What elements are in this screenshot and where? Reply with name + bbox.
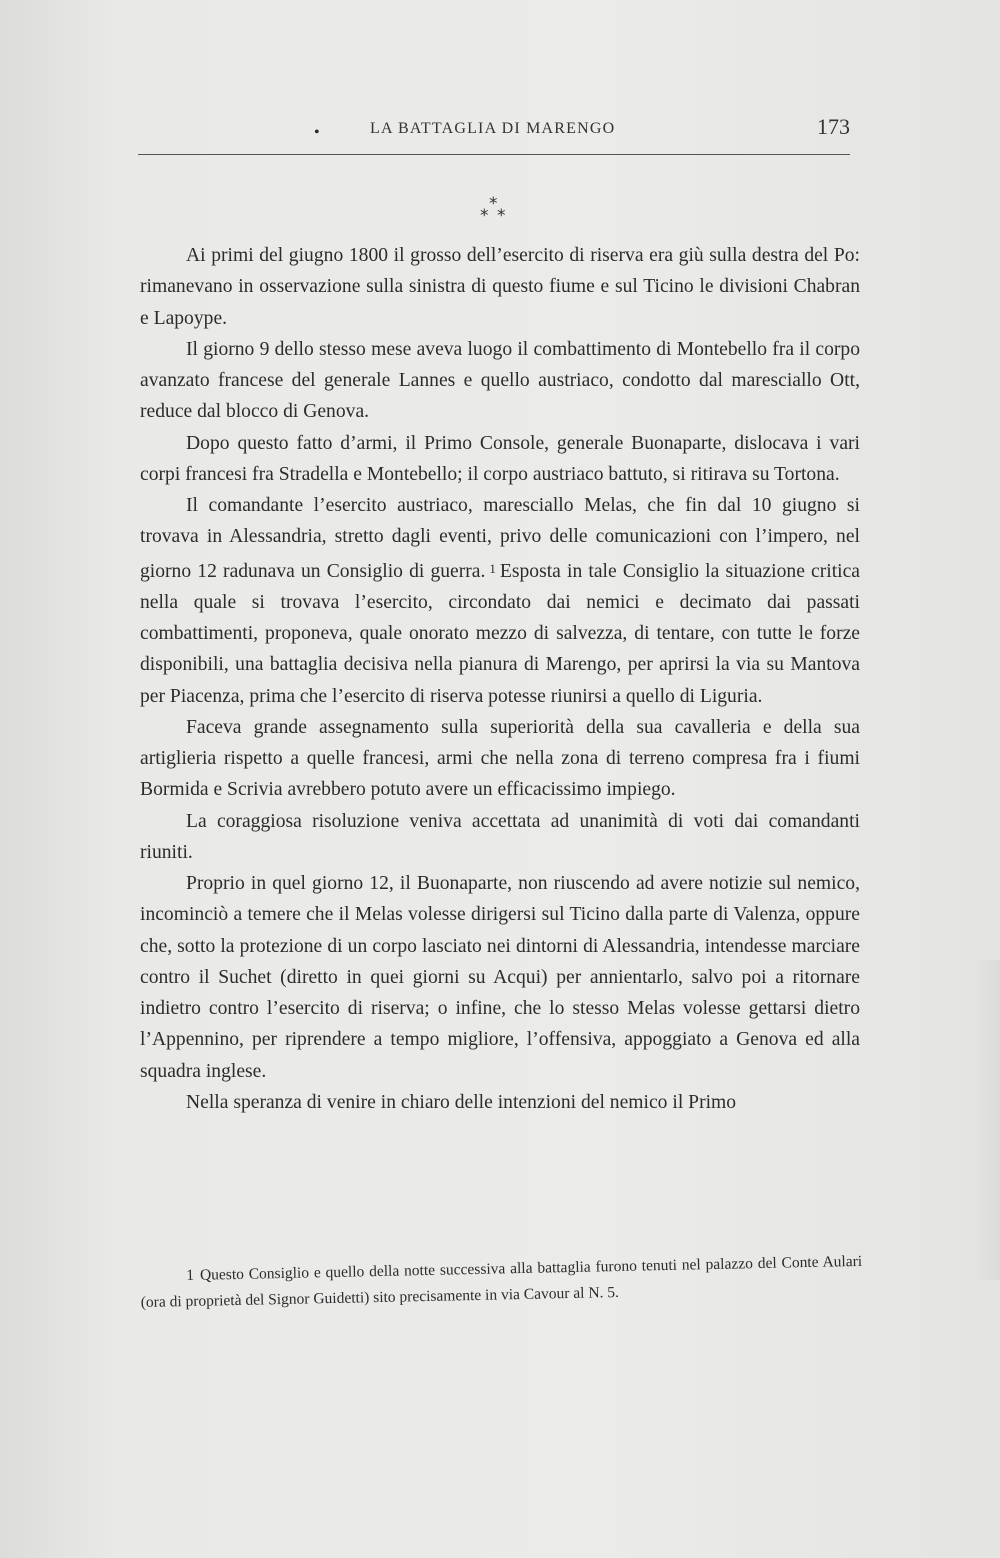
page-header: [138, 112, 850, 152]
paragraph-buonaparte: Proprio in quel giorno 12, il Buonaparte, non riuscendo ad avere notizie sul nemico, incominciò a temere che il Melas volesse dirigersi sul Ticino dalla parte di Valenza, oppure che, sotto la protezione di un corpo lasciato nei dintorni di Alessandria, intendesse marciare contro il Suchet (diretto in quei giorni su Acqui) per annientarlo, salvo poi a ritornare indietro contro l’esercito di riserva; o infine, che lo stesso Melas volesse gettarsi dietro l’Appennino, per riprendere a tempo migliore, l’offensiva, appoggiato a Genova ed alla squadra inglese.: [140, 873, 860, 1082]
page-number: 173: [817, 114, 850, 139]
footnote-text: Questo Consiglio e quello della notte successiva alla battaglia furono tenuti nel palazzo del Conte Aulari (ora di proprietà del Signor Guidetti) sito precisamente in via Cavour al N. 5.: [140, 1252, 863, 1311]
footnote: [140, 1249, 863, 1316]
paragraph-speranza: Nella speranza di venire in chiaro delle intenzioni del nemico il Primo: [186, 1091, 737, 1113]
asterism-star-left: *: [480, 206, 489, 226]
paragraph-giugno-1800: Ai primi del giugno 1800 il grosso dell’esercito di riserva era giù sulla destra del Po: rimanevano in osservazione sulla sinistra di questo fiume e sul Ticino le divisioni Chabran e Lapoype.: [140, 245, 860, 329]
scan-edge-shadow: [970, 960, 1000, 1280]
paragraph-text: Il comandante l’esercito austriaco, maresciallo Melas, che fin dal 10 giugno si trovava in Alessandria, stretto dagli eventi, privo delle comunicazioni con l’impero, nel giorno 12 radunava un Consiglio di guerra.: [140, 495, 860, 582]
paragraph-cavalleria: Faceva grande assegnamento sulla superiorità della sua cavalleria e della sua artiglieria rispetto a quelle francesi, armi che nella zona di terreno compresa fra i fiumi Bormida e Scrivia avrebbero potuto avere un efficacissimo impiego.: [140, 716, 860, 801]
paragraph-primo-console: Dopo questo fatto d’armi, il Primo Console, generale Buonaparte, dislocava i vari corpi francesi fra Stradella e Montebello; il corpo austriaco battuto, si ritirava su Tortona.: [140, 432, 860, 485]
header-rule: [138, 154, 850, 155]
asterism-star-right: *: [497, 206, 506, 226]
running-title: LA BATTAGLIA DI MARENGO: [370, 120, 616, 137]
paragraph-text: Esposta in tale Consiglio la situazione critica nella quale si trovava l’esercito, circondato dai nemici e decimato dai passati combattimenti, proponeva, quale onorato mezzo di salvezza, di tentare, con tutte le forze disponibili, una battaglia decisiva nella pianura di Marengo, per aprirsi la via su Mantova per Piacenza, prima che l’esercito di riserva potesse riunirsi a quello di Liguria.: [140, 560, 860, 707]
body-text: [140, 240, 860, 1118]
footnote-paragraph: [140, 1249, 863, 1316]
paragraph-risoluzione: La coraggiosa risoluzione veniva accettata ad unanimità di voti dai comandanti riuniti.: [140, 810, 860, 863]
asterism-star-top: *: [489, 194, 498, 214]
footnote-mark: 1: [186, 1266, 195, 1285]
header-bullet: •: [314, 124, 320, 141]
paragraph-consiglio-di-guerra: [140, 490, 860, 712]
paragraph-montebello: Il giorno 9 dello stesso mese aveva luogo il combattimento di Montebello fra il corpo avanzato francese del generale Lannes e quello austriaco, condotto dal maresciallo Ott, reduce dal blocco di Genova.: [140, 338, 860, 423]
section-break-asterism: [478, 194, 518, 232]
footnote-reference[interactable]: 1: [489, 560, 496, 576]
